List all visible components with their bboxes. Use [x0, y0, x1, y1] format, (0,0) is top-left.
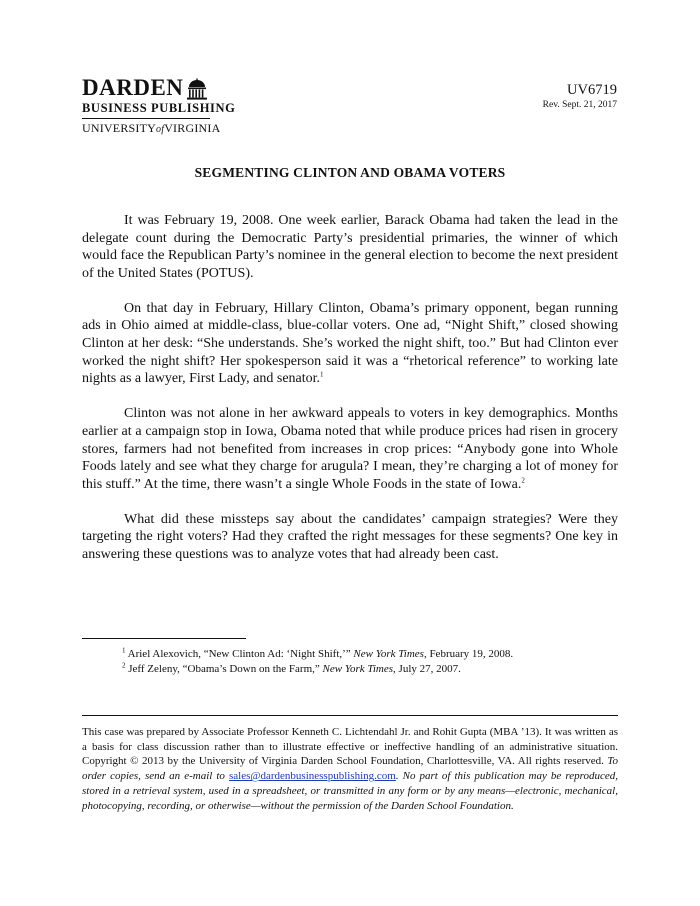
paragraph-2	[82, 300, 618, 388]
logo-university-of: of	[156, 124, 165, 135]
logo-subtitle: BUSINESS PUBLISHING	[82, 101, 236, 115]
notice-order-text: To order copies, send an e-mail to	[82, 755, 618, 783]
case-title: SEGMENTING CLINTON AND OBAMA VOTERS	[194, 165, 506, 180]
paragraph-2-text: On that day in February, Hillary Clinton, Obama’s primary opponent, began running ads in Ohio aimed at middle-class, blue-collar voters. One ad, “Night Shift,” closed showing Clinton at her desk: “She understands. She’s worked the night shift, too.” But had Clinton ever worked the night shift? Her spokesperson said it was a “rhetorical reference” to working late nights as a lawyer, First Lady, and senator.	[82, 300, 618, 387]
footnote-2	[122, 662, 513, 677]
paragraph-4-text: What did these missteps say about the candidates’ campaign strategies? Were they targeting the right voters? Had they crafted the right messages for these segments? One key in answering these questions was to analyze votes that had already been cast.	[82, 511, 618, 562]
paragraph-3	[82, 405, 618, 493]
darden-logo	[82, 76, 235, 136]
case-number: UV6719	[567, 82, 617, 98]
case-body	[82, 212, 618, 581]
notice-restriction-text: . No part of this publication may be reproduced, stored in a retrieval system, used in a spreadsheet, or transmitted in any form or by any means—electronic, mechanical, photocopying, recording, or otherwise—without the permission of the Darden School Foundation.	[82, 770, 618, 812]
logo-divider	[82, 118, 210, 119]
footnote-divider	[82, 638, 246, 639]
paragraph-4	[82, 511, 618, 564]
footnote-1-text: Ariel Alexovich, “New Clinton Ad: ‘Night Shift,’”	[125, 648, 354, 660]
logo-university-suffix: VIRGINIA	[164, 121, 221, 135]
footnote-2-number: 2	[122, 661, 126, 670]
footnote-2-date: , July 27, 2007.	[393, 663, 461, 675]
case-header	[543, 82, 617, 111]
footnote-1-source: New York Times	[353, 648, 424, 660]
footnote-1-number: 1	[122, 646, 126, 655]
footnote-2-text: Jeff Zeleny, “Obama’s Down on the Farm,”	[125, 663, 323, 675]
paragraph-1-text: It was February 19, 2008. One week earlier, Barack Obama had taken the lead in the delegate count during the Democratic Party’s presidential primaries, the winner of which would face the Republican Party’s nominee in the general election to become the next president of the United States (POTUS).	[82, 213, 618, 281]
copyright-notice	[82, 725, 618, 813]
logo-university	[82, 122, 235, 136]
footnote-ref-2[interactable]: 2	[521, 476, 525, 485]
sales-email-link[interactable]: sales@dardenbusinesspublishing.com	[228, 770, 396, 783]
logo-darden-text: DARDEN	[82, 75, 184, 100]
paragraph-1	[82, 212, 618, 282]
paragraph-3-text: Clinton was not alone in her awkward appeals to voters in key demographics. Months earlier at a campaign stop in Iowa, Obama noted that while produce prices had risen in grocery stores, farmers had not benefited from increases in crop prices: “Anybody gone into Whole Foods lately and see what they charge for arugula? I mean, they’re charging a lot of money for this stuff.” At the time, there wasn’t a single Whole Foods in the state of Iowa.	[82, 406, 618, 492]
notice-text: This case was prepared by Associate Professor Kenneth C. Lichtendahl Jr. and Rohit Gupta (MBA ’13). It was written as a basis for class discussion rather than to illustrate effective or ineffective handling of an administrative situation. Copyright © 2013 by the University of Virginia Darden School Foundation, Charlottesville, VA. All rights reserved.	[82, 726, 618, 768]
logo-university-prefix: UNIVERSITY	[82, 121, 156, 135]
revision-date: Rev. Sept. 21, 2017	[542, 100, 617, 110]
notice-divider	[82, 715, 618, 716]
footnotes	[122, 647, 513, 677]
rotunda-icon	[186, 78, 208, 100]
footnote-2-source: New York Times	[322, 663, 394, 675]
footnote-ref-1[interactable]: 1	[320, 370, 324, 379]
footnote-1-date: , February 19, 2008.	[423, 648, 514, 660]
footnote-1	[122, 647, 513, 662]
